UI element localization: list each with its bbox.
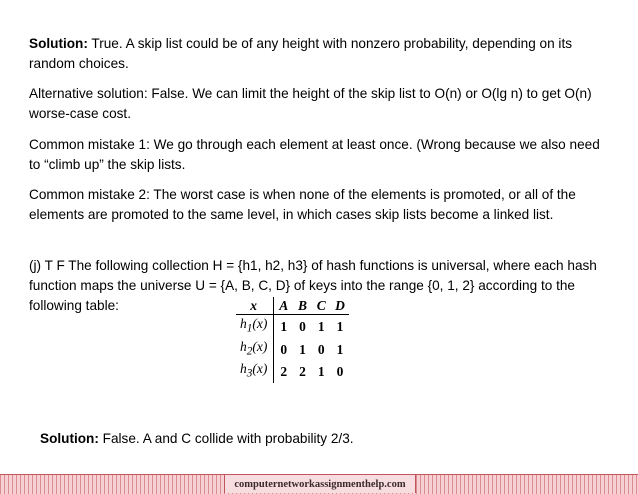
table-cell: 1 (336, 341, 344, 357)
common-mistake-2-paragraph: Common mistake 2: The worst case is when none of the elements is promoted, or all of the elements are promoted to the same level, in which cases skip lists become a linked list. (29, 187, 576, 222)
table-header-row (236, 297, 349, 315)
table-cell: 1 (336, 318, 344, 334)
table-cell: 0 (280, 341, 288, 357)
table-cell: 1 (299, 341, 306, 357)
table-cell: 1 (317, 318, 325, 334)
column-header-b: B (293, 297, 312, 315)
table-row (236, 338, 349, 361)
row-label-h2: $h_2(x)$ (236, 338, 274, 361)
table-corner-label: x (236, 297, 274, 315)
column-header-d: D (331, 297, 350, 315)
alternative-solution-paragraph: Alternative solution: False. We can limit the height of the skip list to O(n) or O(lg n) to get O(n) worse-case cost. (29, 86, 592, 121)
row-label-h3: $h_3(x)$ (236, 360, 274, 383)
table-row (236, 360, 349, 383)
row-label-h1: $h_1(x)$ (236, 315, 274, 338)
final-solution-label: Solution: (40, 431, 99, 446)
hash-function-table (236, 297, 349, 383)
table-cell: 0 (336, 364, 344, 380)
table-cell: 2 (280, 364, 288, 380)
table-cell: 2 (299, 364, 306, 380)
table-cell: 0 (299, 318, 306, 334)
final-solution-paragraph (40, 429, 380, 449)
table-row (236, 315, 349, 338)
question-j-paragraph: (j) T F The following collection H = {h1, h2, h3} of hash functions is universal, where each hash function maps the universe U = {A, B, C, D} of keys into the range {0, 1, 2} according to the following table: (29, 258, 597, 313)
solution-label: Solution: (29, 36, 88, 51)
table-cell: 1 (280, 318, 288, 334)
final-solution-text: False. A and C collide with probability 2/3. (98, 431, 354, 446)
table-cell: 0 (317, 341, 325, 357)
solution-paragraph (29, 34, 609, 74)
common-mistake-1-paragraph: Common mistake 1: We go through each element at least once. (Wrong because we also need to “climb up” the skip lists. (29, 137, 600, 172)
table-cell: 1 (317, 364, 325, 380)
solution-text: True. A skip list could be of any height with nonzero probability, depending on its random choices. (29, 36, 573, 71)
column-header-c: C (312, 297, 331, 315)
column-header-a: A (274, 297, 293, 315)
footer-site-link[interactable]: computernetworkassignmenthelp.com (224, 474, 416, 493)
